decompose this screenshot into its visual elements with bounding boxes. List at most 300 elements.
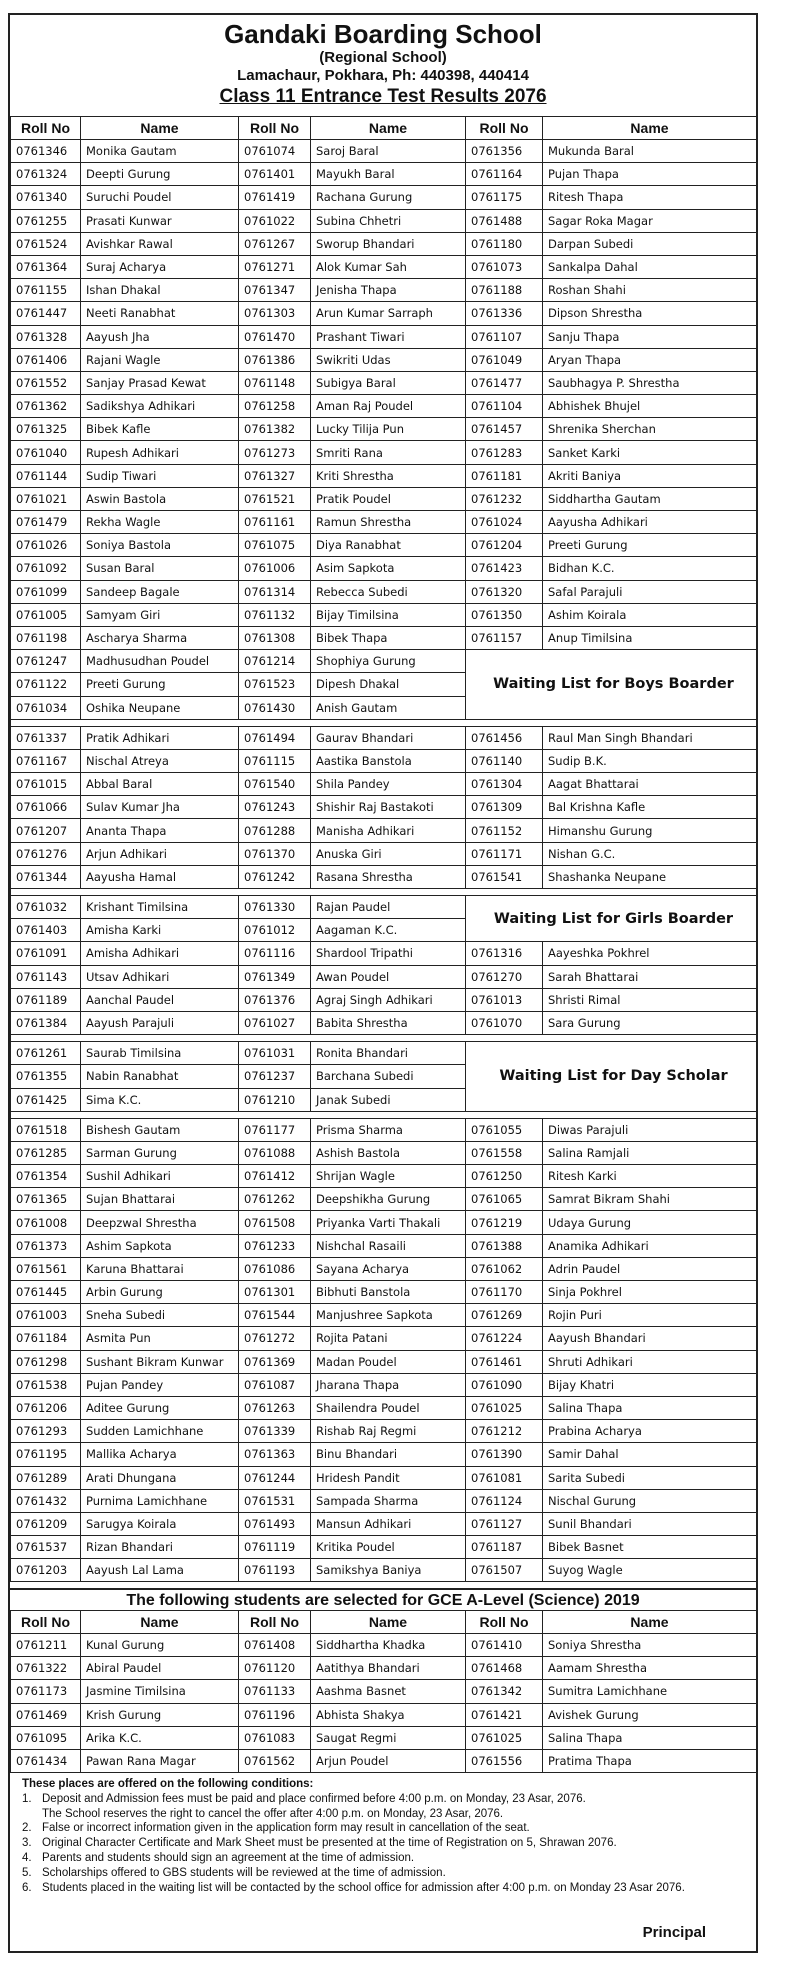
- student-name-cell: Mukunda Baral: [543, 140, 757, 163]
- roll-no-cell: 0761026: [11, 534, 81, 557]
- roll-no-cell: 0761263: [239, 1396, 311, 1419]
- student-name-cell: Rupesh Adhikari: [81, 441, 239, 464]
- student-name-cell: Shristi Rimal: [543, 988, 757, 1011]
- student-name-cell: Gaurav Bhandari: [311, 726, 466, 749]
- student-name-cell: Aayusha Adhikari: [543, 511, 757, 534]
- table-row: [11, 325, 757, 348]
- student-name-cell: Aagat Bhattarai: [543, 773, 757, 796]
- student-name-cell: Oshika Neupane: [81, 696, 239, 719]
- roll-no-cell: 0761152: [466, 819, 543, 842]
- table-row: [11, 1559, 757, 1582]
- table-row: [11, 942, 757, 965]
- student-name-cell: Asim Sapkota: [311, 557, 466, 580]
- student-name-cell: Hridesh Pandit: [311, 1466, 466, 1489]
- roll-no-cell: 0761544: [239, 1304, 311, 1327]
- roll-no-cell: 0761456: [466, 726, 543, 749]
- roll-no-cell: 0761477: [466, 371, 543, 394]
- table-row: [11, 580, 757, 603]
- student-name-cell: Saubhagya P. Shrestha: [543, 371, 757, 394]
- roll-no-cell: 0761171: [466, 842, 543, 865]
- student-name-cell: Bibek Kafle: [81, 418, 239, 441]
- roll-no-cell: 0761005: [11, 603, 81, 626]
- student-name-cell: Abhishek Bhujel: [543, 395, 757, 418]
- student-name-cell: Sumitra Lamichhane: [543, 1680, 757, 1703]
- roll-no-cell: 0761406: [11, 348, 81, 371]
- roll-no-cell: 0761362: [11, 395, 81, 418]
- student-name-cell: Sushil Adhikari: [81, 1165, 239, 1188]
- roll-no-cell: 0761092: [11, 557, 81, 580]
- condition-number: 6.: [22, 1881, 32, 1894]
- student-name-cell: Amisha Karki: [81, 919, 239, 942]
- roll-no-cell: 0761021: [11, 487, 81, 510]
- column-header: Roll No: [466, 117, 543, 140]
- column-header: Roll No: [11, 1611, 81, 1634]
- school-subtitle: (Regional School): [319, 49, 447, 66]
- waiting-list-heading: Waiting List for Boys Boarder: [466, 650, 757, 720]
- roll-no-cell: 0761538: [11, 1373, 81, 1396]
- student-name-cell: Saroj Baral: [311, 140, 466, 163]
- student-name-cell: Jharana Thapa: [311, 1373, 466, 1396]
- student-name-cell: Ananta Thapa: [81, 819, 239, 842]
- roll-no-cell: 0761356: [466, 140, 543, 163]
- student-name-cell: Sarah Bhattarai: [543, 965, 757, 988]
- roll-no-cell: 0761432: [11, 1489, 81, 1512]
- condition-item: [22, 1881, 756, 1896]
- roll-no-cell: 0761276: [11, 842, 81, 865]
- table-row: [11, 1281, 757, 1304]
- student-name-cell: Suruchi Poudel: [81, 186, 239, 209]
- roll-no-cell: 0761468: [466, 1657, 543, 1680]
- results-table: [10, 116, 757, 1582]
- student-name-cell: Binu Bhandari: [311, 1443, 466, 1466]
- student-name-cell: Shruti Adhikari: [543, 1350, 757, 1373]
- student-name-cell: Ascharya Sharma: [81, 626, 239, 649]
- column-header: Name: [543, 1611, 757, 1634]
- student-name-cell: Aayusha Hamal: [81, 865, 239, 888]
- row-spacer: [11, 889, 757, 896]
- roll-no-cell: 0761188: [466, 279, 543, 302]
- roll-no-cell: 0761508: [239, 1211, 311, 1234]
- table-row: [11, 603, 757, 626]
- roll-no-cell: 0761090: [466, 1373, 543, 1396]
- roll-no-cell: 0761244: [239, 1466, 311, 1489]
- roll-no-cell: 0761224: [466, 1327, 543, 1350]
- student-name-cell: Siddhartha Gautam: [543, 487, 757, 510]
- student-name-cell: Subigya Baral: [311, 371, 466, 394]
- table-row: [11, 1749, 757, 1772]
- roll-no-cell: 0761181: [466, 464, 543, 487]
- roll-no-cell: 0761269: [466, 1304, 543, 1327]
- student-name-cell: Ashish Bastola: [311, 1141, 466, 1164]
- roll-no-cell: 0761083: [239, 1726, 311, 1749]
- student-name-cell: Anish Gautam: [311, 696, 466, 719]
- roll-no-cell: 0761148: [239, 371, 311, 394]
- table-row: [11, 395, 757, 418]
- student-name-cell: Abiral Paudel: [81, 1657, 239, 1680]
- student-name-cell: Shila Pandey: [311, 773, 466, 796]
- student-name-cell: Aagaman K.C.: [311, 919, 466, 942]
- student-name-cell: Aayeshka Pokhrel: [543, 942, 757, 965]
- student-name-cell: Darpan Subedi: [543, 232, 757, 255]
- roll-no-cell: 0761170: [466, 1281, 543, 1304]
- student-name-cell: Aswin Bastola: [81, 487, 239, 510]
- student-name-cell: Shrijan Wagle: [311, 1165, 466, 1188]
- student-name-cell: Sagar Roka Magar: [543, 209, 757, 232]
- roll-no-cell: 0761012: [239, 919, 311, 942]
- spacer-cell: [11, 1035, 757, 1042]
- roll-no-cell: 0761049: [466, 348, 543, 371]
- roll-no-cell: 0761355: [11, 1065, 81, 1088]
- table-row: [11, 1703, 757, 1726]
- results-sheet: [8, 13, 758, 1953]
- row-spacer: [11, 1035, 757, 1042]
- student-name-cell: Akriti Baniya: [543, 464, 757, 487]
- roll-no-cell: 0761301: [239, 1281, 311, 1304]
- student-name-cell: Monika Gautam: [81, 140, 239, 163]
- roll-no-cell: 0761187: [466, 1536, 543, 1559]
- roll-no-cell: 0761107: [466, 325, 543, 348]
- student-name-cell: Mayukh Baral: [311, 163, 466, 186]
- roll-no-cell: 0761373: [11, 1234, 81, 1257]
- table-row: [11, 1042, 757, 1065]
- roll-no-cell: 0761081: [466, 1466, 543, 1489]
- table-row: [11, 232, 757, 255]
- roll-no-cell: 0761552: [11, 371, 81, 394]
- table-row: [11, 441, 757, 464]
- student-name-cell: Bijay Khatri: [543, 1373, 757, 1396]
- roll-no-cell: 0761562: [239, 1749, 311, 1772]
- student-name-cell: Arbin Gurung: [81, 1281, 239, 1304]
- roll-no-cell: 0761031: [239, 1042, 311, 1065]
- roll-no-cell: 0761209: [11, 1512, 81, 1535]
- student-name-cell: Manjushree Sapkota: [311, 1304, 466, 1327]
- student-name-cell: Shashanka Neupane: [543, 865, 757, 888]
- roll-no-cell: 0761262: [239, 1188, 311, 1211]
- table-row: [11, 534, 757, 557]
- roll-no-cell: 0761521: [239, 487, 311, 510]
- table-row: [11, 1420, 757, 1443]
- roll-no-cell: 0761493: [239, 1512, 311, 1535]
- roll-no-cell: 0761336: [466, 302, 543, 325]
- roll-no-cell: 0761325: [11, 418, 81, 441]
- roll-no-cell: 0761255: [11, 209, 81, 232]
- student-name-cell: Roshan Shahi: [543, 279, 757, 302]
- student-name-cell: Sanket Karki: [543, 441, 757, 464]
- roll-no-cell: 0761434: [11, 1749, 81, 1772]
- roll-no-cell: 0761339: [239, 1420, 311, 1443]
- student-name-cell: Rajani Wagle: [81, 348, 239, 371]
- student-name-cell: Raul Man Singh Bhandari: [543, 726, 757, 749]
- table-row: [11, 1536, 757, 1559]
- student-name-cell: Diya Ranabhat: [311, 534, 466, 557]
- student-name-cell: Subina Chhetri: [311, 209, 466, 232]
- student-name-cell: Shishir Raj Bastakoti: [311, 796, 466, 819]
- roll-no-cell: 0761189: [11, 988, 81, 1011]
- table-row: [11, 1634, 757, 1657]
- table-row: [11, 1373, 757, 1396]
- condition-number: 3.: [22, 1837, 32, 1850]
- roll-no-cell: 0761066: [11, 796, 81, 819]
- table-row: [11, 726, 757, 749]
- student-name-cell: Abhista Shakya: [311, 1703, 466, 1726]
- column-header: Name: [311, 117, 466, 140]
- roll-no-cell: 0761347: [239, 279, 311, 302]
- student-name-cell: Bibek Basnet: [543, 1536, 757, 1559]
- roll-no-cell: 0761184: [11, 1327, 81, 1350]
- roll-no-cell: 0761119: [239, 1536, 311, 1559]
- condition-text: Scholarships offered to GBS students will be reviewed at the time of admission.: [42, 1866, 446, 1879]
- student-name-cell: Ritesh Thapa: [543, 186, 757, 209]
- roll-no-cell: 0761461: [466, 1350, 543, 1373]
- condition-note: The School reserves the right to cancel the offer after 4:00 p.m. on Monday, 23 Asar, 2076.: [42, 1807, 504, 1820]
- conditions-list: [22, 1792, 756, 1896]
- table-row: [11, 348, 757, 371]
- student-name-cell: Nabin Ranabhat: [81, 1065, 239, 1088]
- roll-no-cell: 0761507: [466, 1559, 543, 1582]
- roll-no-cell: 0761006: [239, 557, 311, 580]
- student-name-cell: Anuska Giri: [311, 842, 466, 865]
- roll-no-cell: 0761091: [11, 942, 81, 965]
- student-name-cell: Smriti Rana: [311, 441, 466, 464]
- roll-no-cell: 0761369: [239, 1350, 311, 1373]
- table-row: [11, 842, 757, 865]
- student-name-cell: Avishkar Rawal: [81, 232, 239, 255]
- student-name-cell: Sadikshya Adhikari: [81, 395, 239, 418]
- student-name-cell: Himanshu Gurung: [543, 819, 757, 842]
- spacer-cell: [11, 889, 757, 896]
- roll-no-cell: 0761212: [466, 1420, 543, 1443]
- roll-no-cell: 0761403: [11, 919, 81, 942]
- table-row: [11, 255, 757, 278]
- student-name-cell: Kunal Gurung: [81, 1634, 239, 1657]
- row-spacer: [11, 1111, 757, 1118]
- condition-item: [22, 1836, 756, 1851]
- results-header-row: [11, 117, 757, 140]
- column-header: Name: [543, 117, 757, 140]
- spacer-cell: [11, 719, 757, 726]
- student-name-cell: Rebecca Subedi: [311, 580, 466, 603]
- waiting-list-heading: Waiting List for Girls Boarder: [466, 896, 757, 942]
- student-name-cell: Safal Parajuli: [543, 580, 757, 603]
- table-row: [11, 626, 757, 649]
- roll-no-cell: 0761330: [239, 896, 311, 919]
- table-row: [11, 1512, 757, 1535]
- condition-item: [22, 1866, 756, 1881]
- table-row: [11, 819, 757, 842]
- student-name-cell: Bibhuti Banstola: [311, 1281, 466, 1304]
- student-name-cell: Bidhan K.C.: [543, 557, 757, 580]
- roll-no-cell: 0761025: [466, 1396, 543, 1419]
- student-name-cell: Arati Dhungana: [81, 1466, 239, 1489]
- roll-no-cell: 0761537: [11, 1536, 81, 1559]
- table-row: [11, 650, 757, 673]
- student-name-cell: Prasati Kunwar: [81, 209, 239, 232]
- header: [10, 15, 756, 109]
- table-row: [11, 186, 757, 209]
- student-name-cell: Sudden Lamichhane: [81, 1420, 239, 1443]
- student-name-cell: Sara Gurung: [543, 1011, 757, 1034]
- roll-no-cell: 0761523: [239, 673, 311, 696]
- roll-no-cell: 0761087: [239, 1373, 311, 1396]
- roll-no-cell: 0761055: [466, 1118, 543, 1141]
- roll-no-cell: 0761070: [466, 1011, 543, 1034]
- student-name-cell: Pawan Rana Magar: [81, 1749, 239, 1772]
- roll-no-cell: 0761447: [11, 302, 81, 325]
- roll-no-cell: 0761003: [11, 1304, 81, 1327]
- student-name-cell: Samrat Bikram Shahi: [543, 1188, 757, 1211]
- roll-no-cell: 0761283: [466, 441, 543, 464]
- roll-no-cell: 0761401: [239, 163, 311, 186]
- student-name-cell: Rizan Bhandari: [81, 1536, 239, 1559]
- roll-no-cell: 0761337: [11, 726, 81, 749]
- student-name-cell: Amisha Adhikari: [81, 942, 239, 965]
- student-name-cell: Kriti Shrestha: [311, 464, 466, 487]
- roll-no-cell: 0761161: [239, 511, 311, 534]
- student-name-cell: Abbal Baral: [81, 773, 239, 796]
- student-name-cell: Sulav Kumar Jha: [81, 796, 239, 819]
- student-name-cell: Sima K.C.: [81, 1088, 239, 1111]
- conditions: [10, 1772, 756, 1895]
- student-name-cell: Rekha Wagle: [81, 511, 239, 534]
- roll-no-cell: 0761561: [11, 1257, 81, 1280]
- table-row: [11, 302, 757, 325]
- student-name-cell: Lucky Tilija Pun: [311, 418, 466, 441]
- table-row: [11, 371, 757, 394]
- roll-no-cell: 0761065: [466, 1188, 543, 1211]
- table-row: [11, 557, 757, 580]
- table-row: [11, 1234, 757, 1257]
- student-name-cell: Aayush Bhandari: [543, 1327, 757, 1350]
- student-name-cell: Soniya Bastola: [81, 534, 239, 557]
- roll-no-cell: 0761410: [466, 1634, 543, 1657]
- roll-no-cell: 0761027: [239, 1011, 311, 1034]
- roll-no-cell: 0761304: [466, 773, 543, 796]
- student-name-cell: Sarita Subedi: [543, 1466, 757, 1489]
- roll-no-cell: 0761354: [11, 1165, 81, 1188]
- roll-no-cell: 0761133: [239, 1680, 311, 1703]
- table-row: [11, 865, 757, 888]
- column-header: Name: [311, 1611, 466, 1634]
- roll-no-cell: 0761322: [11, 1657, 81, 1680]
- roll-no-cell: 0761541: [466, 865, 543, 888]
- roll-no-cell: 0761273: [239, 441, 311, 464]
- student-name-cell: Aman Raj Poudel: [311, 395, 466, 418]
- table-row: [11, 896, 757, 919]
- column-header: Name: [81, 117, 239, 140]
- student-name-cell: Ashim Sapkota: [81, 1234, 239, 1257]
- roll-no-cell: 0761430: [239, 696, 311, 719]
- roll-no-cell: 0761494: [239, 726, 311, 749]
- student-name-cell: Aashma Basnet: [311, 1680, 466, 1703]
- student-name-cell: Salina Thapa: [543, 1726, 757, 1749]
- roll-no-cell: 0761132: [239, 603, 311, 626]
- table-row: [11, 1141, 757, 1164]
- roll-no-cell: 0761203: [11, 1559, 81, 1582]
- table-row: [11, 1489, 757, 1512]
- roll-no-cell: 0761531: [239, 1489, 311, 1512]
- roll-no-cell: 0761340: [11, 186, 81, 209]
- student-name-cell: Madan Poudel: [311, 1350, 466, 1373]
- roll-no-cell: 0761314: [239, 580, 311, 603]
- roll-no-cell: 0761285: [11, 1141, 81, 1164]
- student-name-cell: Prashant Tiwari: [311, 325, 466, 348]
- student-name-cell: Sinja Pokhrel: [543, 1281, 757, 1304]
- roll-no-cell: 0761425: [11, 1088, 81, 1111]
- gce-table: [10, 1610, 757, 1773]
- student-name-cell: Prabina Acharya: [543, 1420, 757, 1443]
- student-name-cell: Bijay Timilsina: [311, 603, 466, 626]
- student-name-cell: Arjun Poudel: [311, 1749, 466, 1772]
- student-name-cell: Swikriti Udas: [311, 348, 466, 371]
- condition-text: Deposit and Admission fees must be paid and place confirmed before 4:00 p.m. on Monday, 23 Asar, 2076.: [42, 1792, 586, 1805]
- student-name-cell: Shailendra Poudel: [311, 1396, 466, 1419]
- student-name-cell: Bibek Thapa: [311, 626, 466, 649]
- table-row: [11, 749, 757, 772]
- roll-no-cell: 0761309: [466, 796, 543, 819]
- roll-no-cell: 0761558: [466, 1141, 543, 1164]
- student-name-cell: Sanju Thapa: [543, 325, 757, 348]
- condition-item: [22, 1792, 756, 1822]
- student-name-cell: Salina Thapa: [543, 1396, 757, 1419]
- table-row: [11, 1327, 757, 1350]
- roll-no-cell: 0761062: [466, 1257, 543, 1280]
- roll-no-cell: 0761024: [466, 511, 543, 534]
- roll-no-cell: 0761320: [466, 580, 543, 603]
- roll-no-cell: 0761204: [466, 534, 543, 557]
- student-name-cell: Purnima Lamichhane: [81, 1489, 239, 1512]
- student-name-cell: Soniya Shrestha: [543, 1634, 757, 1657]
- condition-number: 4.: [22, 1851, 32, 1864]
- student-name-cell: Udaya Gurung: [543, 1211, 757, 1234]
- student-name-cell: Dipesh Dhakal: [311, 673, 466, 696]
- condition-text: False or incorrect information given in the application form may result in cancellation of the seat.: [42, 1822, 530, 1835]
- table-row: [11, 1657, 757, 1680]
- student-name-cell: Aanchal Paudel: [81, 988, 239, 1011]
- student-name-cell: Sudip Tiwari: [81, 464, 239, 487]
- student-name-cell: Arika K.C.: [81, 1726, 239, 1749]
- roll-no-cell: 0761316: [466, 942, 543, 965]
- condition-text: Parents and students should sign an agreement at the time of admission.: [42, 1851, 415, 1864]
- student-name-cell: Preeti Gurung: [81, 673, 239, 696]
- student-name-cell: Rojin Puri: [543, 1304, 757, 1327]
- roll-no-cell: 0761196: [239, 1703, 311, 1726]
- table-row: [11, 487, 757, 510]
- student-name-cell: Madhusudhan Poudel: [81, 650, 239, 673]
- table-row: [11, 1466, 757, 1489]
- roll-no-cell: 0761303: [239, 302, 311, 325]
- student-name-cell: Suyog Wagle: [543, 1559, 757, 1582]
- student-name-cell: Ramun Shrestha: [311, 511, 466, 534]
- roll-no-cell: 0761267: [239, 232, 311, 255]
- student-name-cell: Aatithya Bhandari: [311, 1657, 466, 1680]
- column-header: Roll No: [239, 117, 311, 140]
- table-row: [11, 1188, 757, 1211]
- student-name-cell: Pujan Thapa: [543, 163, 757, 186]
- roll-no-cell: 0761144: [11, 464, 81, 487]
- roll-no-cell: 0761488: [466, 209, 543, 232]
- table-row: [11, 279, 757, 302]
- student-name-cell: Aditee Gurung: [81, 1396, 239, 1419]
- roll-no-cell: 0761167: [11, 749, 81, 772]
- roll-no-cell: 0761073: [466, 255, 543, 278]
- table-row: [11, 1304, 757, 1327]
- roll-no-cell: 0761250: [466, 1165, 543, 1188]
- student-name-cell: Jasmine Timilsina: [81, 1680, 239, 1703]
- gce-header-row: [11, 1611, 757, 1634]
- roll-no-cell: 0761177: [239, 1118, 311, 1141]
- student-name-cell: Pratik Adhikari: [81, 726, 239, 749]
- roll-no-cell: 0761293: [11, 1420, 81, 1443]
